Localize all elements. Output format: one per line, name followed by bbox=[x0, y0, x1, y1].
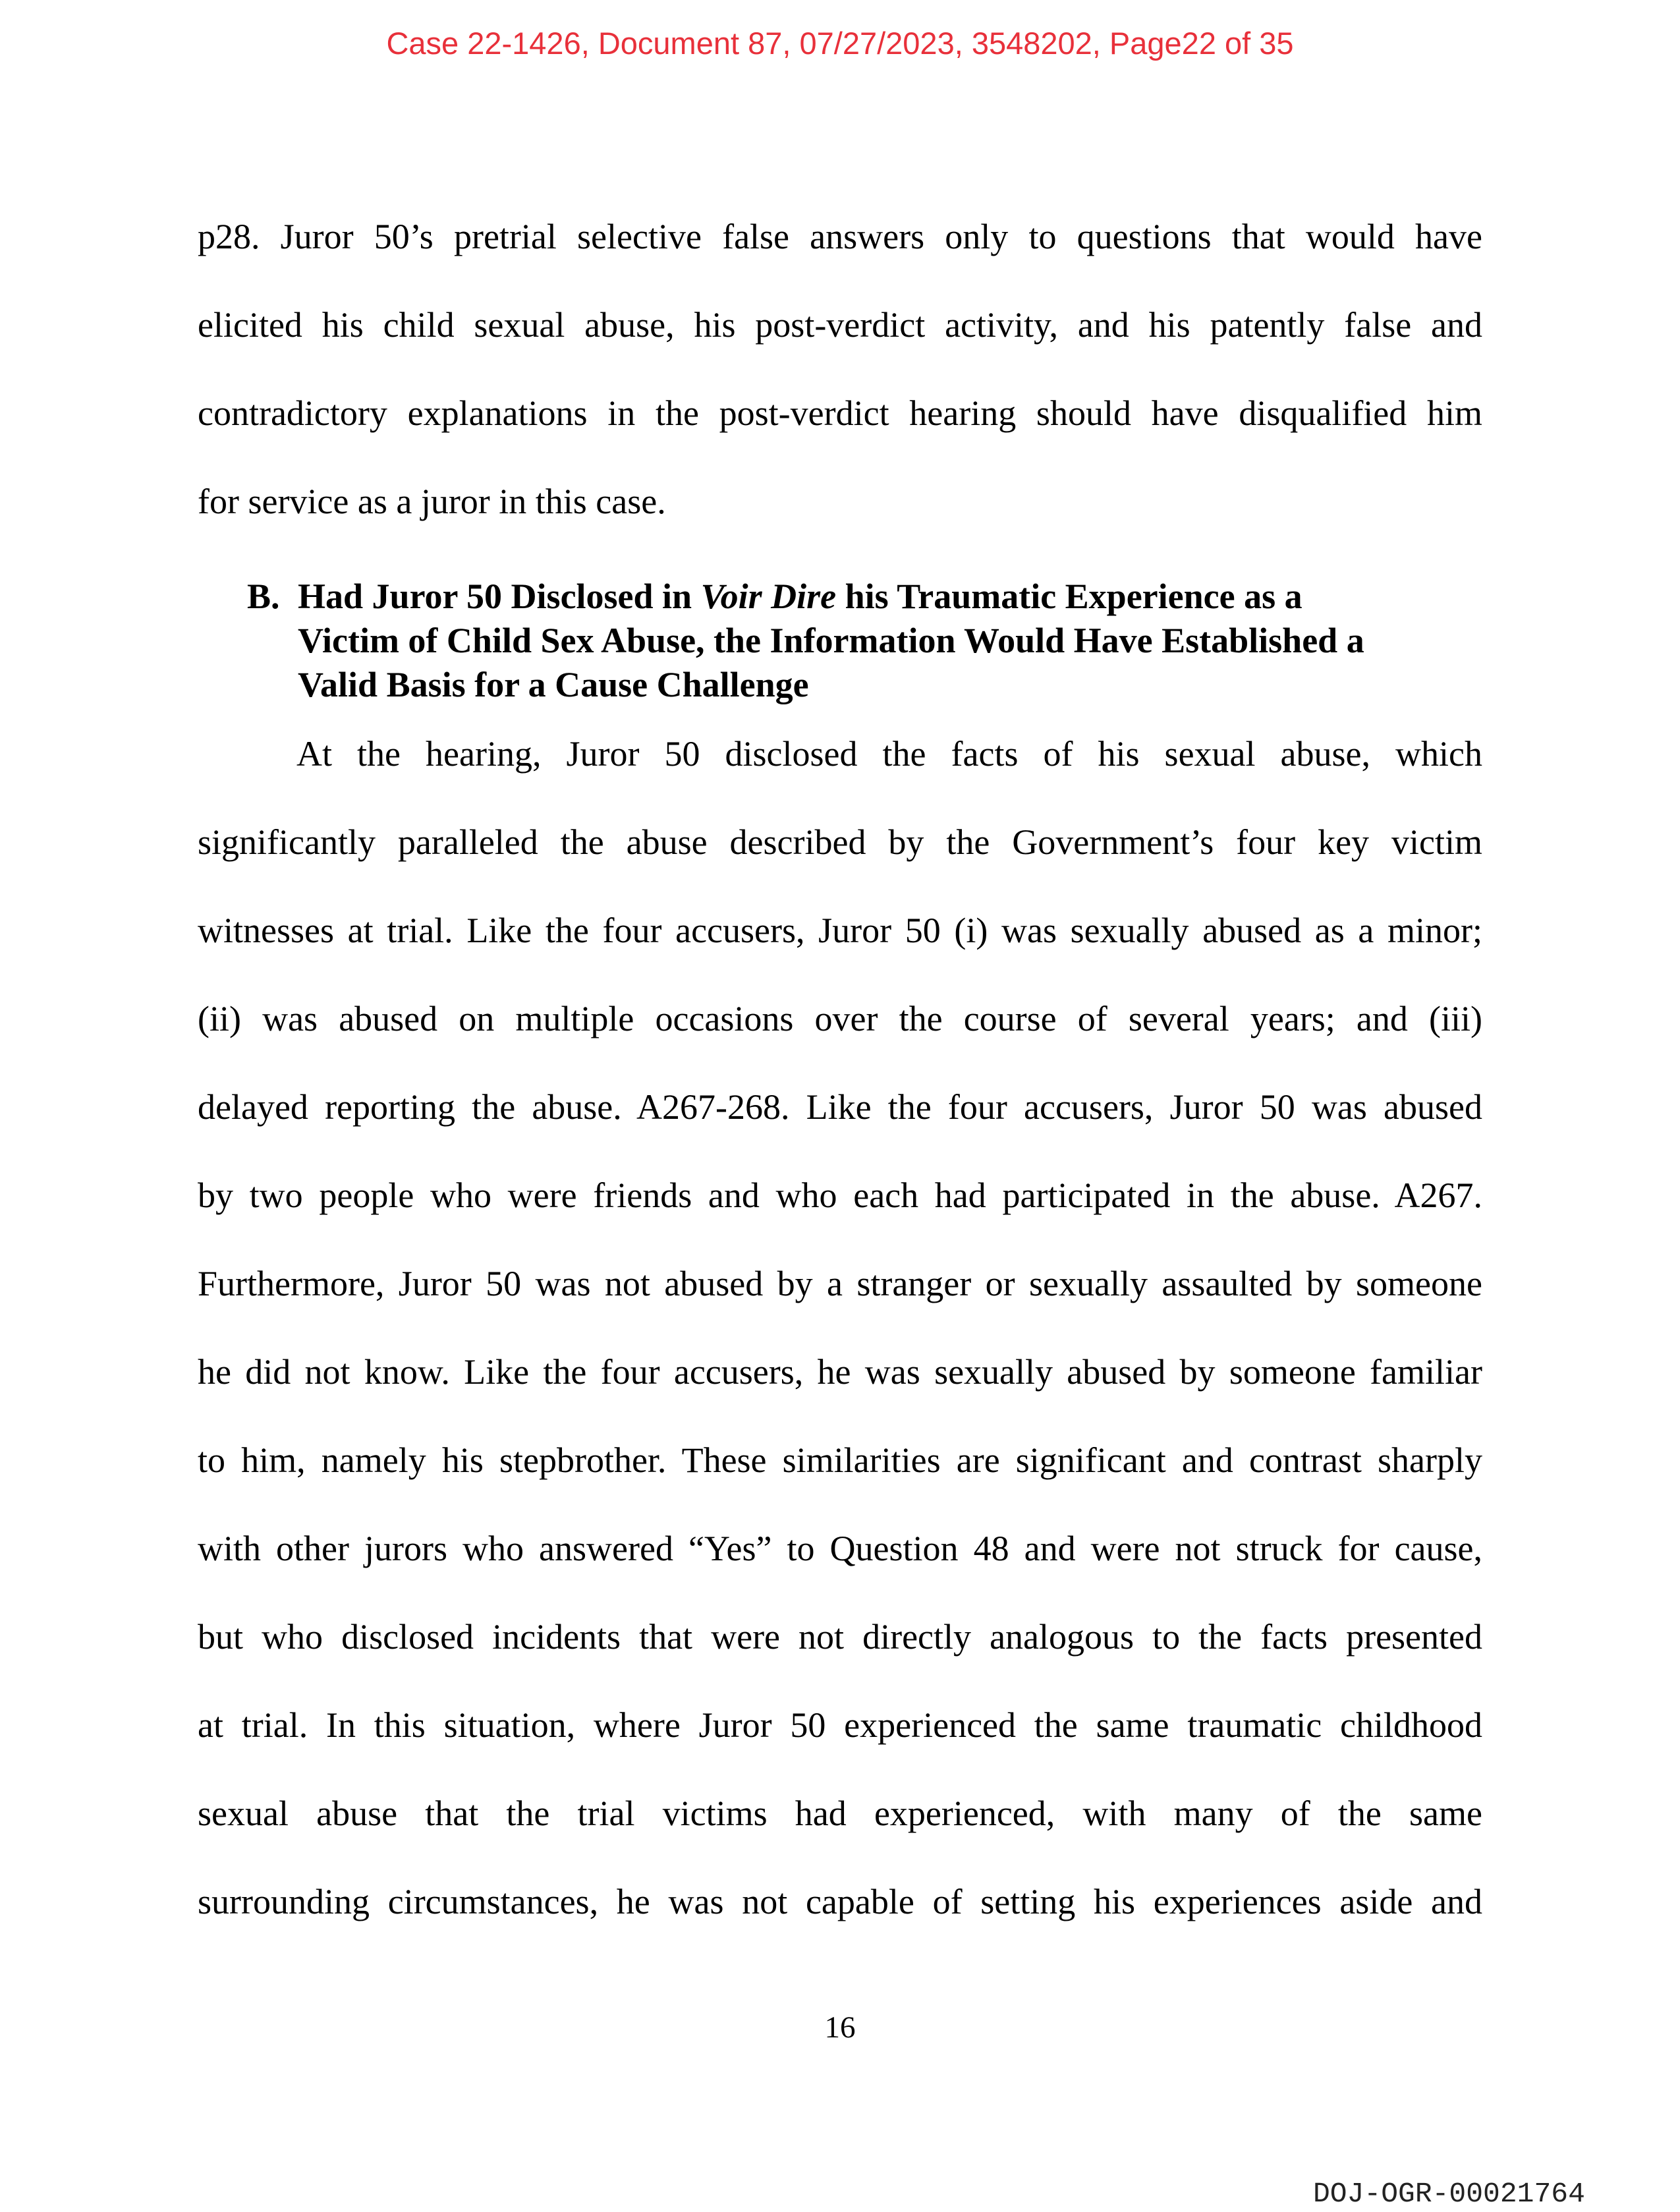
paragraph-line: significantly paralleled the abuse described by the Government’s four key victim bbox=[198, 822, 1482, 862]
heading-text: Had Juror 50 Disclosed in bbox=[298, 577, 701, 616]
paragraph-line: at trial. In this situation, where Juror 50 experienced the same traumatic childhood bbox=[198, 1705, 1482, 1745]
section-heading bbox=[247, 575, 1492, 707]
heading-text: his Traumatic Experience as a bbox=[836, 577, 1302, 616]
page-number: 16 bbox=[824, 2010, 856, 2045]
paragraph-line: for service as a juror in this case. bbox=[198, 482, 666, 521]
paragraph-line: to him, namely his stepbrother. These similarities are significant and contrast sharply bbox=[198, 1440, 1482, 1480]
paragraph-line: At the hearing, Juror 50 disclosed the facts of his sexual abuse, which bbox=[296, 734, 1482, 774]
bates-number: DOJ-OGR-00021764 bbox=[1313, 2178, 1585, 2210]
paragraph-line: elicited his child sexual abuse, his post-verdict activity, and his patently false and bbox=[198, 305, 1482, 345]
paragraph-line: (ii) was abused on multiple occasions over the course of several years; and (iii) bbox=[198, 999, 1482, 1038]
heading-italic-term: Voir Dire bbox=[700, 577, 837, 616]
heading-letter: B. bbox=[247, 577, 280, 616]
paragraph-line: contradictory explanations in the post-verdict hearing should have disqualified him bbox=[198, 393, 1482, 433]
heading-line-1 bbox=[247, 575, 1492, 619]
paragraph-line: p28. Juror 50’s pretrial selective false answers only to questions that would have bbox=[198, 217, 1482, 256]
case-header-stamp: Case 22-1426, Document 87, 07/27/2023, 3548202, Page22 of 35 bbox=[386, 26, 1294, 61]
paragraph-line: by two people who were friends and who each had participated in the abuse. A267. bbox=[198, 1176, 1482, 1215]
paragraph-line: delayed reporting the abuse. A267-268. Like the four accusers, Juror 50 was abused bbox=[198, 1087, 1482, 1127]
paragraph-line: with other jurors who answered “Yes” to Question 48 and were not struck for cause, bbox=[198, 1529, 1482, 1568]
paragraph-line: Furthermore, Juror 50 was not abused by a stranger or sexually assaulted by someone bbox=[198, 1264, 1482, 1303]
paragraph-line: surrounding circumstances, he was not capable of setting his experiences aside and bbox=[198, 1882, 1482, 1921]
heading-line-3: Valid Basis for a Cause Challenge bbox=[298, 665, 809, 704]
paragraph-line: but who disclosed incidents that were not directly analogous to the facts presented bbox=[198, 1617, 1482, 1657]
paragraph-line: witnesses at trial. Like the four accusers, Juror 50 (i) was sexually abused as a minor; bbox=[198, 911, 1482, 950]
paragraph-line: he did not know. Like the four accusers, he was sexually abused by someone familiar bbox=[198, 1352, 1482, 1392]
paragraph-1 bbox=[198, 192, 1482, 546]
heading-line-2: Victim of Child Sex Abuse, the Information Would Have Established a bbox=[298, 621, 1364, 660]
paragraph-line: sexual abuse that the trial victims had experienced, with many of the same bbox=[198, 1794, 1482, 1833]
paragraph-2 bbox=[198, 710, 1482, 1946]
